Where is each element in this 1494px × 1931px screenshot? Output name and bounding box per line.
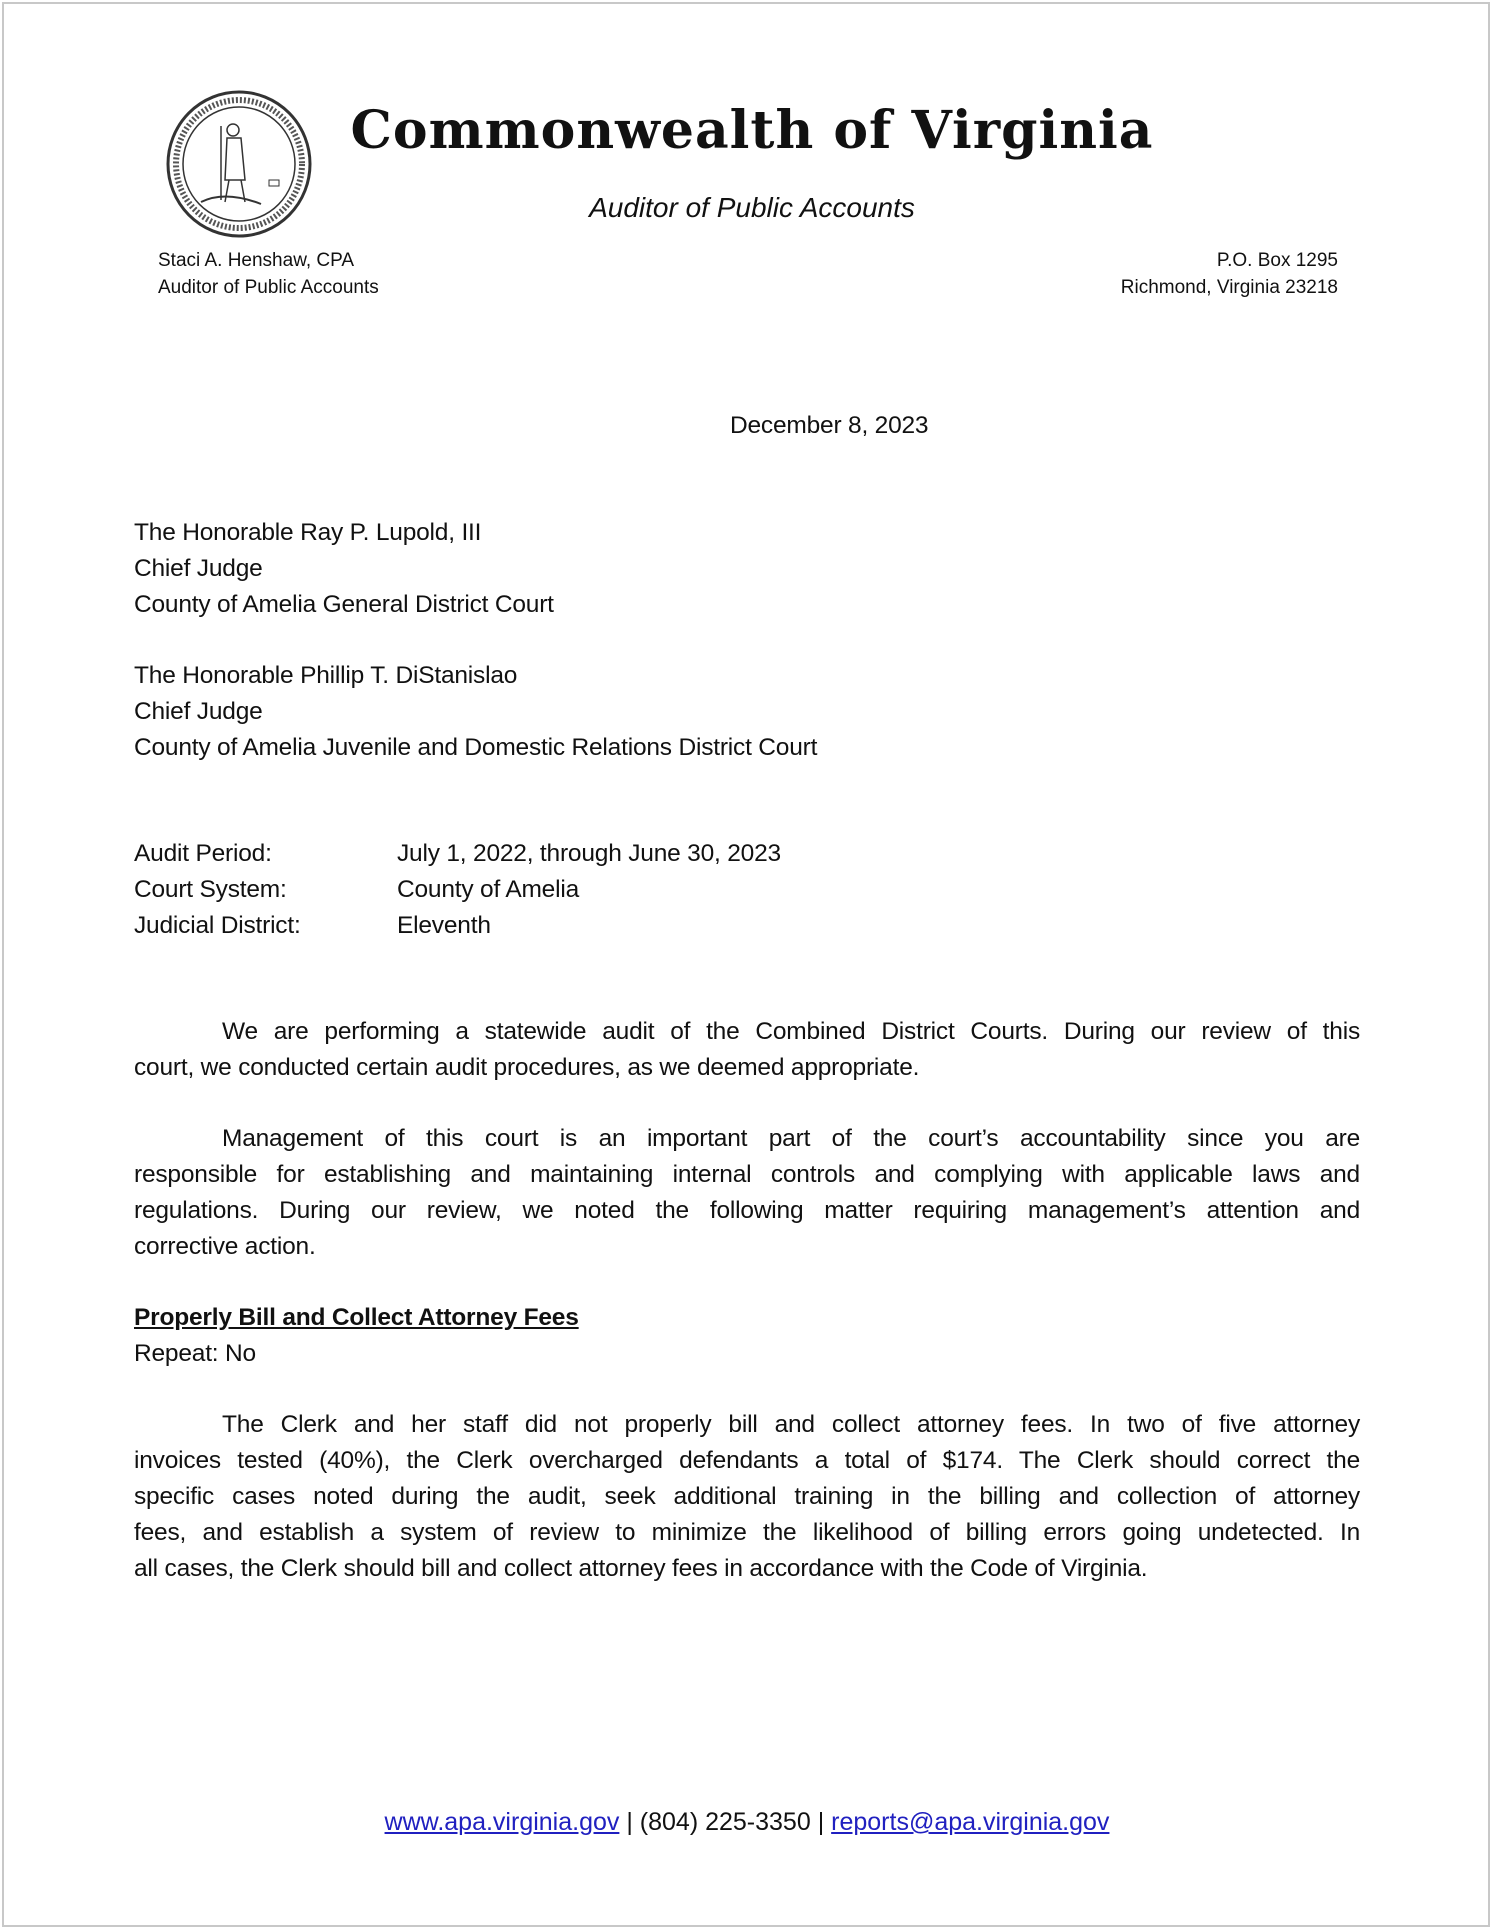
footer-separator: |: [619, 1808, 640, 1836]
judicial-district-value: Eleventh: [397, 912, 491, 939]
letter-date: December 8, 2023: [730, 412, 929, 439]
finding-line: specific cases noted during the audit, seek additional training in the billing and collection of attorney: [134, 1483, 1360, 1510]
sender-block: [158, 247, 379, 301]
finding-heading: [134, 1304, 1360, 1332]
paragraph-2-line: corrective action.: [134, 1233, 316, 1260]
addressee-2-title: Chief Judge: [134, 698, 263, 725]
website-link[interactable]: www.apa.virginia.gov: [384, 1808, 620, 1836]
paragraph-2-line: responsible for establishing and maintaining internal controls and complying with applicable laws and: [134, 1161, 1360, 1188]
footer: [0, 1808, 1494, 1837]
city-state-zip: Richmond, Virginia 23218: [1120, 277, 1338, 298]
judicial-district-row: [134, 912, 1360, 940]
audit-period-row: [134, 840, 1360, 868]
addressee-2-name: The Honorable Phillip T. DiStanislao: [134, 662, 518, 689]
finding-line: fees, and establish a system of review to minimize the likelihood of billing errors going undetected. In: [134, 1519, 1360, 1546]
addressee-1-name: The Honorable Ray P. Lupold, III: [134, 519, 482, 546]
paragraph-2-line: regulations. During our review, we noted the following matter requiring management’s attention and: [134, 1197, 1360, 1224]
finding-heading-text: Properly Bill and Collect Attorney Fees: [134, 1304, 579, 1331]
sender-name: Staci A. Henshaw, CPA: [158, 250, 355, 271]
finding-line: all cases, the Clerk should bill and collect attorney fees in accordance with the Code of Virginia.: [134, 1555, 1148, 1582]
finding-line: The Clerk and her staff did not properly bill and collect attorney fees. In two of five attorney: [222, 1411, 1360, 1438]
audit-period-value: July 1, 2022, through June 30, 2023: [397, 840, 781, 867]
letterhead-title: Commonwealth of Virginia: [350, 100, 1154, 161]
email-link[interactable]: reports@apa.virginia.gov: [831, 1808, 1110, 1836]
phone-number: (804) 225-3350: [639, 1808, 811, 1836]
addressee-1-title: Chief Judge: [134, 555, 263, 582]
sender-title: Auditor of Public Accounts: [158, 277, 379, 298]
address-block: [1121, 247, 1338, 301]
court-system-value: County of Amelia: [397, 876, 580, 903]
finding-line: invoices tested (40%), the Clerk overcharged defendants a total of $174. The Clerk should correct the: [134, 1447, 1360, 1474]
paragraph-1-line: court, we conducted certain audit procedures, as we deemed appropriate.: [134, 1054, 920, 1081]
judicial-district-label: Judicial District:: [134, 912, 301, 939]
po-box: P.O. Box 1295: [1216, 250, 1338, 271]
footer-separator: |: [810, 1808, 832, 1836]
addressee-1-court: County of Amelia General District Court: [134, 591, 554, 618]
letterhead-subtitle: Auditor of Public Accounts: [589, 192, 915, 223]
audit-period-label: Audit Period:: [134, 840, 272, 867]
addressee-2-court: County of Amelia Juvenile and Domestic Relations District Court: [134, 734, 818, 761]
court-system-row: [134, 876, 1360, 904]
finding-repeat: Repeat: No: [134, 1340, 256, 1367]
paragraph-2-line: Management of this court is an important part of the court’s accountability since you are: [222, 1125, 1360, 1152]
court-system-label: Court System:: [134, 876, 287, 903]
paragraph-1-line: We are performing a statewide audit of the Combined District Courts. During our review of this: [222, 1018, 1360, 1045]
